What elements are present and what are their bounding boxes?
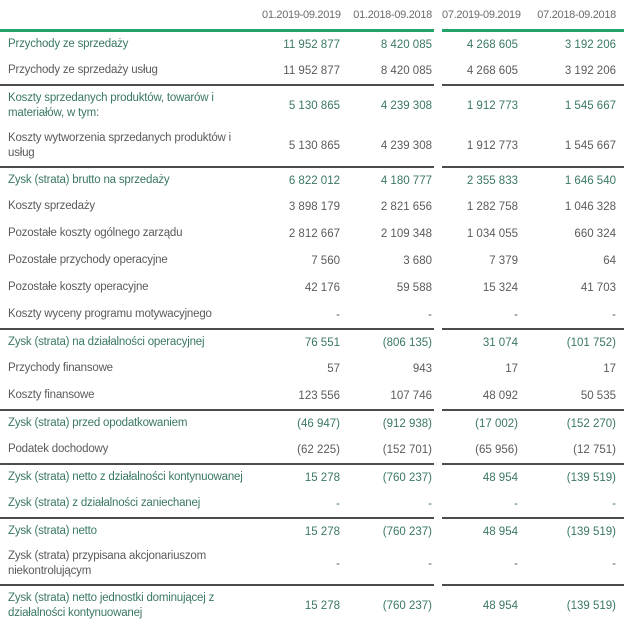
table-row <box>0 274 624 301</box>
cell-value: 48 954 <box>482 525 518 538</box>
row-right-group <box>442 584 624 626</box>
cell-value: 76 551 <box>304 336 340 349</box>
cell-value: 50 535 <box>580 389 616 402</box>
header-right-group <box>442 0 624 29</box>
cell-value: 42 176 <box>304 281 340 294</box>
row-label: Przychody ze sprzedaży <box>8 38 129 50</box>
row-right-group <box>442 436 624 463</box>
row-right-group <box>442 409 624 436</box>
cell-value: (760 237) <box>382 471 432 484</box>
cell-value: 48 954 <box>482 471 518 484</box>
cell-value: 123 556 <box>298 389 340 402</box>
cell-value: - <box>514 308 518 321</box>
cell-value: (101 752) <box>566 336 616 349</box>
cell-value: - <box>428 308 432 321</box>
header-left-group <box>0 0 434 29</box>
row-left-group <box>0 517 434 544</box>
row-left-group <box>0 247 434 274</box>
row-label: Zysk (strata) przypisana akcjonariuszom niekontrolującym <box>8 550 206 577</box>
column-header-period-1: 01.2019-09.2019 <box>262 8 341 21</box>
cell-value: 5 130 865 <box>288 100 340 112</box>
cell-value: - <box>612 497 616 510</box>
cell-value: (46 947) <box>297 417 340 430</box>
cell-value: 4 239 308 <box>380 100 432 112</box>
table-row <box>0 382 624 409</box>
table-row <box>0 220 624 247</box>
cell-value: 8 420 085 <box>380 64 432 77</box>
table-row <box>0 193 624 220</box>
cell-value: (152 701) <box>382 443 432 456</box>
row-left-group <box>0 220 434 247</box>
cell-value: (760 237) <box>382 600 432 612</box>
cell-value: 1 545 667 <box>564 140 616 152</box>
cell-value: 3 680 <box>403 254 432 267</box>
column-header-period-4: 07.2018-09.2018 <box>537 8 616 21</box>
cell-value: 2 812 667 <box>288 227 340 240</box>
cell-value: (17 002) <box>475 417 518 430</box>
row-label: Zysk (strata) z działalności zaniechanej <box>8 497 201 509</box>
row-right-group <box>442 463 624 490</box>
row-label: Koszty finansowe <box>8 389 95 401</box>
row-label: Przychody ze sprzedaży usług <box>8 64 158 76</box>
cell-value: 7 560 <box>311 254 340 267</box>
cell-value: 17 <box>505 362 518 375</box>
cell-value: (139 519) <box>566 471 616 484</box>
row-label: Pozostałe koszty ogólnego zarządu <box>8 227 183 239</box>
table-row <box>0 490 624 517</box>
cell-value: 107 746 <box>390 389 432 402</box>
table-row <box>0 409 624 436</box>
row-left-group <box>0 29 434 57</box>
row-left-group <box>0 490 434 517</box>
table-row <box>0 463 624 490</box>
table-row <box>0 328 624 355</box>
cell-value: 17 <box>603 362 616 375</box>
row-label: Pozostałe koszty operacyjne <box>8 281 149 293</box>
cell-value: (806 135) <box>382 336 432 349</box>
cell-value: - <box>428 558 432 570</box>
row-left-group <box>0 584 434 626</box>
row-label: Zysk (strata) na działalności operacyjnej <box>8 336 205 348</box>
row-label: Podatek dochodowy <box>8 443 109 455</box>
row-right-group <box>442 382 624 409</box>
cell-value: - <box>514 497 518 510</box>
table-row <box>0 544 624 584</box>
row-right-group <box>442 247 624 274</box>
cell-value: - <box>428 497 432 510</box>
cell-value: (139 519) <box>566 525 616 538</box>
row-left-group <box>0 409 434 436</box>
cell-value: 15 278 <box>304 525 340 538</box>
cell-value: 15 324 <box>482 281 518 294</box>
cell-value: (139 519) <box>566 600 616 612</box>
cell-value: 3 192 206 <box>564 64 616 77</box>
cell-value: 48 954 <box>482 600 518 612</box>
table-body <box>0 29 624 626</box>
row-label: Zysk (strata) brutto na sprzedaży <box>8 174 170 186</box>
cell-value: 1 282 758 <box>466 200 518 213</box>
cell-value: 57 <box>327 362 340 375</box>
cell-value: 3 192 206 <box>564 38 616 51</box>
cell-value: 6 822 012 <box>288 174 340 187</box>
row-right-group <box>442 220 624 247</box>
cell-value: 660 324 <box>574 227 616 240</box>
row-left-group <box>0 463 434 490</box>
cell-value: 4 180 777 <box>380 174 432 187</box>
table-row <box>0 436 624 463</box>
row-right-group <box>442 166 624 193</box>
cell-value: 15 278 <box>304 471 340 484</box>
row-label: Przychody finansowe <box>8 362 113 374</box>
row-right-group <box>442 544 624 584</box>
table-row <box>0 84 624 126</box>
table-row <box>0 57 624 84</box>
cell-value: (12 751) <box>573 443 616 456</box>
cell-value: 5 130 865 <box>288 140 340 152</box>
row-label: Zysk (strata) netto jednostki dominującej z działalności kontynuowanej <box>8 592 215 619</box>
row-right-group <box>442 301 624 328</box>
cell-value: 4 268 605 <box>466 38 518 51</box>
row-left-group <box>0 301 434 328</box>
cell-value: 4 268 605 <box>466 64 518 77</box>
cell-value: 4 239 308 <box>380 140 432 152</box>
row-label: Pozostałe przychody operacyjne <box>8 254 168 266</box>
cell-value: 3 898 179 <box>288 200 340 213</box>
row-left-group <box>0 328 434 355</box>
cell-value: - <box>336 497 340 510</box>
cell-value: 1 545 667 <box>564 100 616 112</box>
column-header-period-3: 07.2019-09.2019 <box>442 8 521 21</box>
row-right-group <box>442 126 624 166</box>
table-row <box>0 517 624 544</box>
row-label: Zysk (strata) przed opodatkowaniem <box>8 417 188 429</box>
table-row <box>0 584 624 626</box>
row-right-group <box>442 328 624 355</box>
cell-value: - <box>612 558 616 570</box>
cell-value: (152 270) <box>566 417 616 430</box>
cell-value: 59 588 <box>396 281 432 294</box>
cell-value: (65 956) <box>475 443 518 456</box>
row-left-group <box>0 544 434 584</box>
row-right-group <box>442 517 624 544</box>
cell-value: 64 <box>603 254 616 267</box>
row-left-group <box>0 436 434 463</box>
row-label: Zysk (strata) netto z działalności kontynuowanej <box>8 471 243 483</box>
cell-value: 41 703 <box>580 281 616 294</box>
cell-value: 2 355 833 <box>466 174 518 187</box>
cell-value: 15 278 <box>304 600 340 612</box>
cell-value: 1 046 328 <box>564 200 616 213</box>
cell-value: 1 034 055 <box>466 227 518 240</box>
row-left-group <box>0 84 434 126</box>
cell-value: 1 646 540 <box>564 174 616 187</box>
table-row <box>0 247 624 274</box>
row-right-group <box>442 57 624 84</box>
cell-value: 943 <box>412 362 432 375</box>
cell-value: (760 237) <box>382 525 432 538</box>
cell-value: 11 952 877 <box>283 64 340 77</box>
cell-value: 2 109 348 <box>380 227 432 240</box>
cell-value: - <box>612 308 616 321</box>
row-label: Koszty wytworzenia sprzedanych produktów i usług <box>8 132 231 159</box>
cell-value: (62 225) <box>297 443 340 456</box>
row-label: Zysk (strata) netto <box>8 525 97 537</box>
header-label-spacer <box>0 10 262 20</box>
table-row <box>0 166 624 193</box>
row-right-group <box>442 274 624 301</box>
row-left-group <box>0 355 434 382</box>
table-header-row <box>0 0 624 29</box>
row-left-group <box>0 57 434 84</box>
row-left-group <box>0 166 434 193</box>
cell-value: 31 074 <box>482 336 518 349</box>
table-row <box>0 355 624 382</box>
cell-value: 2 821 656 <box>380 200 432 213</box>
row-left-group <box>0 382 434 409</box>
cell-value: 8 420 085 <box>380 38 432 51</box>
cell-value: - <box>336 558 340 570</box>
cell-value: 11 952 877 <box>283 38 340 51</box>
row-right-group <box>442 84 624 126</box>
cell-value: - <box>336 308 340 321</box>
cell-value: 1 912 773 <box>466 100 518 112</box>
cell-value: 48 092 <box>482 389 518 402</box>
table-row <box>0 301 624 328</box>
cell-value: 7 379 <box>489 254 518 267</box>
row-label: Koszty sprzedaży <box>8 200 95 212</box>
table-row <box>0 29 624 57</box>
row-left-group <box>0 193 434 220</box>
cell-value: - <box>514 558 518 570</box>
row-label: Koszty wyceny programu motywacyjnego <box>8 308 212 320</box>
row-right-group <box>442 193 624 220</box>
row-label: Koszty sprzedanych produktów, towarów i materiałów, w tym: <box>8 92 214 119</box>
row-right-group <box>442 29 624 57</box>
row-left-group <box>0 274 434 301</box>
row-right-group <box>442 355 624 382</box>
row-left-group <box>0 126 434 166</box>
column-header-period-2: 01.2018-09.2018 <box>353 8 432 21</box>
table-row <box>0 126 624 166</box>
cell-value: (912 938) <box>382 417 432 430</box>
row-right-group <box>442 490 624 517</box>
cell-value: 1 912 773 <box>466 140 518 152</box>
